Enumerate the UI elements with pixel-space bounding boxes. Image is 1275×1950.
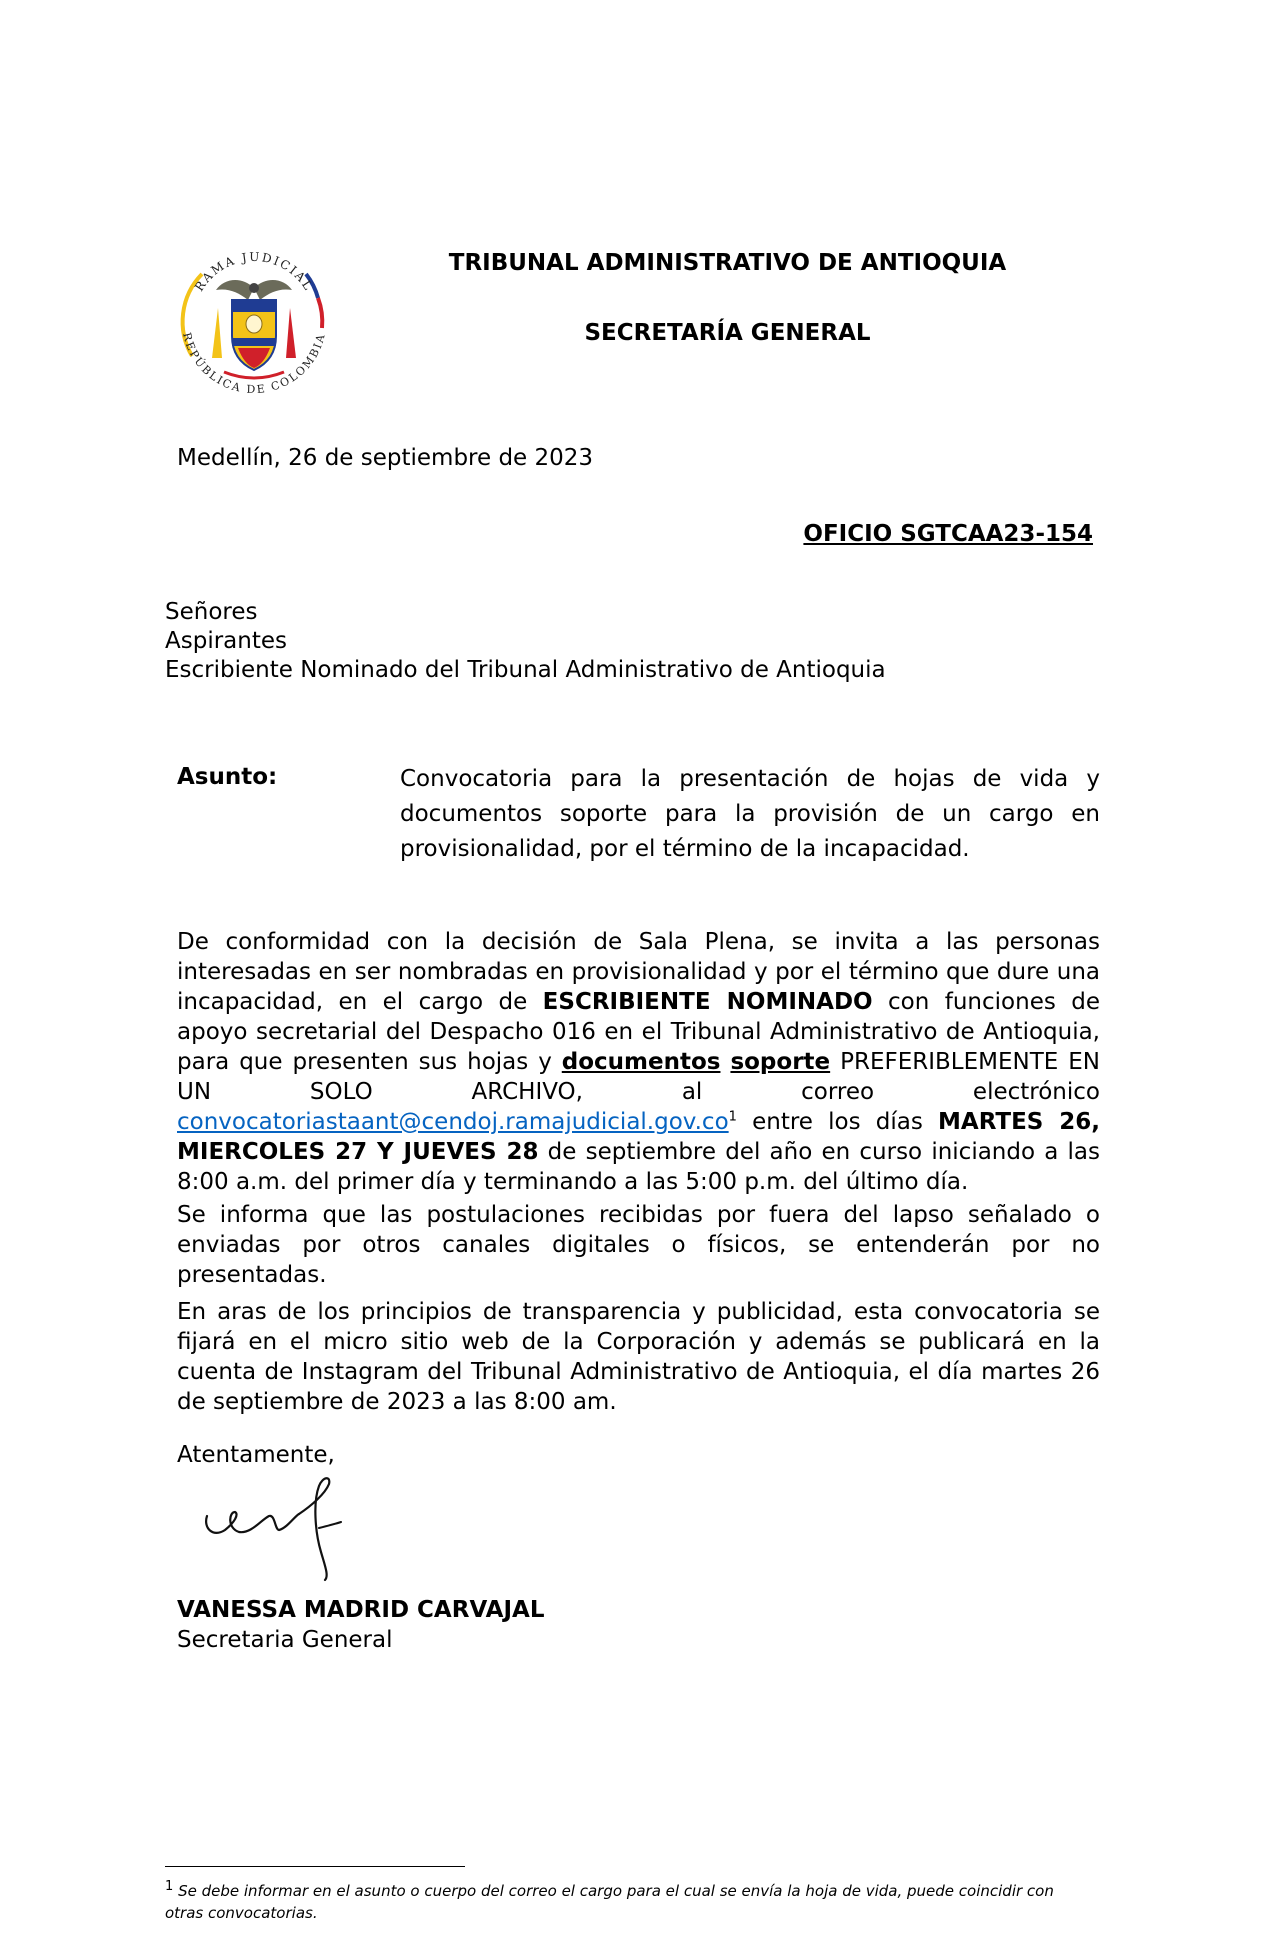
body-paragraph-1: De conformidad con la decisión de Sala Plena, se invita a las personas interesadas en ser nombradas en provisionalidad y por el término que dure una incapacidad, en el cargo de ESCRIBIENTE NOMINADO con funciones de apoyo secretarial del Despacho 016 en el Tribunal Administrativo de Antioquia, para que presenten sus hojas y documentos soporte PREFERIBLEMENTE EN UN SOLO ARCHIVO, al correo electrónico $convocatoriastaant@cendoj.ramajudicial.gov.co^1$ entre los días MARTES 26, MIERCOLES 27 Y JUEVES 28 de septiembre del año en curso iniciando a las 8:00 a.m. del primer día y terminando a las 5:00 p.m. del último día. <box>177 929 1101 1195</box>
seal-text-bottom: REPÚBLICA DE COLOMBIA <box>180 331 328 397</box>
date-line: Medellín, 26 de septiembre de 2023 <box>177 445 594 471</box>
email-link[interactable]: convocatoriastaant@cendoj.ramajudicial.gov.co <box>177 1109 729 1135</box>
dates-bold: MARTES 26, MIERCOLES 27 Y JUEVES 28 <box>177 1109 1100 1165</box>
body-paragraph-2: Se informa que las postulaciones recibidas por fuera del lapso señalado o enviadas por otros canales digitales o físicos, se entenderán por no presentadas. <box>177 1202 1100 1288</box>
recipient-line: Señores <box>165 599 258 625</box>
subject-label: Asunto: <box>177 764 278 790</box>
signer-title: Secretaria General <box>177 1627 393 1653</box>
recipient-line: Escribiente Nominado del Tribunal Administrativo de Antioquia <box>165 657 886 683</box>
footnote-divider <box>165 1866 465 1867</box>
footnote-number: 1 <box>165 1879 174 1894</box>
body-paragraph-3: En aras de los principios de transparencia y publicidad, esta convocatoria se fijará en el micro sitio web de la Corporación y además se publicará en la cuenta de Instagram del Tribunal Administrativo de Antioquia, el día martes 26 de septiembre de 2023 a las 8:00 am. <box>177 1299 1100 1415</box>
oficio-number: OFICIO SGTCAA23-154 <box>803 521 1093 547</box>
closing-line: Atentamente, <box>177 1442 335 1468</box>
footnote-ref: 1 <box>728 1109 737 1125</box>
subject-text: Convocatoria para la presentación de hojas de vida y documentos soporte para la provisión de un cargo en provisionalidad, por el término de la incapacidad. <box>400 766 1100 862</box>
handwritten-signature <box>195 1472 395 1582</box>
header-line-1: TRIBUNAL ADMINISTRATIVO DE ANTIOQUIA <box>448 250 1007 276</box>
recipients-block <box>165 598 886 685</box>
footnote-text: Se debe informar en el asunto o cuerpo del correo el cargo para el cual se envía la hoja de vida, puede coincidir con otras convocatorias. <box>165 1882 1054 1922</box>
header-line-2: SECRETARÍA GENERAL <box>584 320 871 346</box>
recipient-line: Aspirantes <box>165 628 287 654</box>
footnote <box>165 1880 1095 1924</box>
cargo-name: ESCRIBIENTE NOMINADO <box>542 989 873 1015</box>
signer-name: VANESSA MADRID CARVAJAL <box>177 1597 545 1623</box>
seal-text-top: RAMA JUDICIAL <box>191 249 317 294</box>
